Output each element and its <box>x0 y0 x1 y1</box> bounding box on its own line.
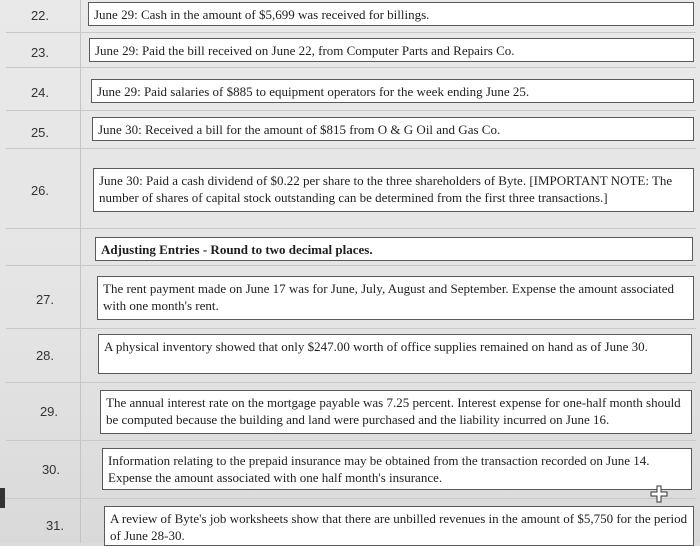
row-divider <box>6 328 696 329</box>
adjusting-entry-text[interactable]: A physical inventory showed that only $247.00 worth of office supplies remained on hand as of June 30. <box>98 334 692 374</box>
row-divider <box>6 32 696 33</box>
item-number: 30. <box>41 462 61 477</box>
item-number: 22. <box>30 8 50 23</box>
row-divider <box>6 148 696 149</box>
item-number: 26. <box>30 183 50 198</box>
left-edge-marker <box>0 488 5 508</box>
adjusting-entry-text[interactable]: The rent payment made on June 17 was for June, July, August and September. Expense the amount associated with one month's rent. <box>97 276 694 320</box>
row-divider <box>6 265 696 266</box>
transaction-text[interactable]: June 30: Paid a cash dividend of $0.22 per share to the three shareholders of Byte. [IMPORTANT NOTE: The number of shares of capital stock outstanding can be determined from the first three transactions.] <box>93 168 694 212</box>
transaction-text[interactable]: June 29: Cash in the amount of $5,699 was received for billings. <box>88 2 694 26</box>
adjusting-entry-text[interactable]: The annual interest rate on the mortgage payable was 7.25 percent. Interest expense for one-half month should be computed because the building and land were purchased and the liability incurred on June 16. <box>100 390 692 434</box>
adjusting-entry-text[interactable]: Information relating to the prepaid insurance may be obtained from the transaction recorded on June 14. Expense the amount associated with one half month's insurance. <box>102 448 692 490</box>
item-number: 24. <box>30 85 50 100</box>
row-divider <box>6 67 696 68</box>
transaction-text[interactable]: June 30: Received a bill for the amount of $815 from O & G Oil and Gas Co. <box>92 117 694 141</box>
item-number: 28. <box>35 348 55 363</box>
item-number: 27. <box>35 292 55 307</box>
row-divider <box>6 110 696 111</box>
item-number: 31. <box>45 518 65 533</box>
transaction-text[interactable]: June 29: Paid salaries of $885 to equipment operators for the week ending June 25. <box>91 79 694 103</box>
row-divider <box>6 440 696 441</box>
row-divider <box>6 382 696 383</box>
adjusting-entries-header: Adjusting Entries - Round to two decimal places. <box>95 237 693 261</box>
item-number: 29. <box>39 404 59 419</box>
row-divider <box>6 228 696 229</box>
adjusting-entry-text[interactable]: A review of Byte's job worksheets show that there are unbilled revenues in the amount of $5,750 for the period of June 28-30. <box>104 506 694 546</box>
crosshair-cursor-icon <box>650 485 668 503</box>
item-number: 25. <box>30 125 50 140</box>
transaction-text[interactable]: June 29: Paid the bill received on June 22, from Computer Parts and Repairs Co. <box>89 38 694 62</box>
item-number: 23. <box>30 45 50 60</box>
row-divider <box>6 498 696 499</box>
